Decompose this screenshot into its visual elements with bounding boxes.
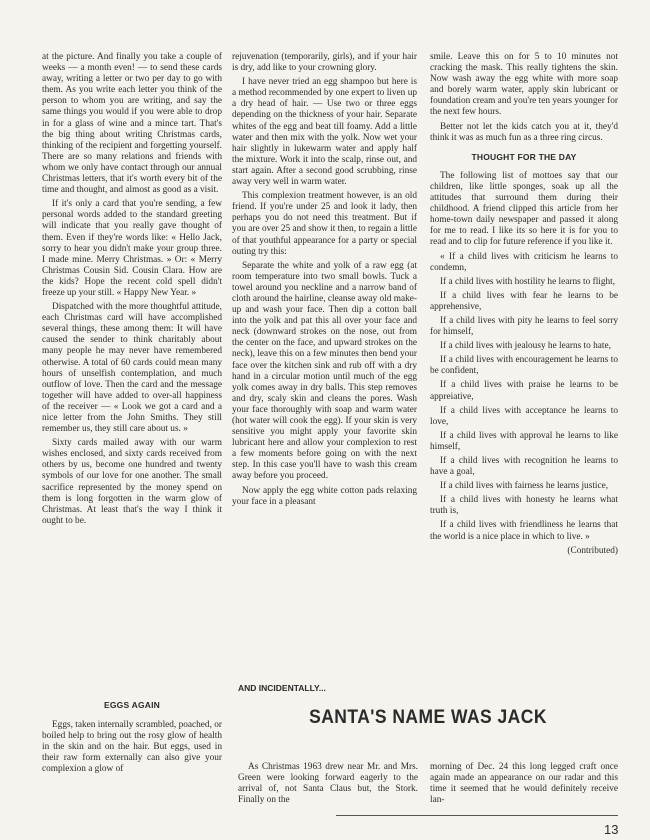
motto: If a child lives with friendliness he learns that the world is a nice place in which to live. » [430,520,618,542]
column-3 [430,52,618,557]
col2-paragraph: I have never tried an egg shampoo but here is a method recommended by one expert to liven up a dry head of hair. — Use two or three eggs depending on the thickness of your hair. Separate whites of the egg and beat till foamy. Add a little water and then mix with the yolk. Now wet your hair slightly in lukewarm water and apply half the mixture. Work it into the scalp, rinse out, and start again. After a second good scrubbing, rinse away very well in warm water. [232,77,417,188]
motto: « If a child lives with criticism he learns to condemn, [430,251,618,273]
col1-paragraph: at the picture. And finally you take a couple of weeks — a month even! — to send these cards away, writing a letter or two per day to go with them. As you write each letter you think of the person to whom you are writing, and say the same things you would if you were able to drop in for a glass of wine and a mince tart. That's the big thing about writing Christmas cards, thinking of the recipient and forgetting yourself. There are so many relations and friends with whom we only have contact through our annual Christmas letters, that it's worth every bit of the time and thought, and almost as good as a visit. [42,52,222,196]
eggs-again-heading: EGGS AGAIN [104,700,160,710]
col1-paragraph: Sixty cards mailed away with our warm wishes enclosed, and sixty cards received from others by us, become one hundred and twenty symbols of our love for one another. The small sacrifice represented by the money spend on them is long forgotten in the warm glow of Christmas. At least that's the way I think it ought to be. [42,438,222,526]
motto: If a child lives with pity he learns to feel sorry for himself, [430,315,618,338]
motto: If a child lives with approval he learns to like himself, [430,430,618,452]
santa-column-left [238,762,418,806]
col2-paragraph: rejuvenation (temporarily, girls), and if your hair is dry, add like to your crowning glory. [232,52,417,74]
thought-intro: The following list of mottoes say that our children, like little sponges, soak up all the attitudes that surround them during their childhood. A friend clipped this article from her home-town daily newspaper and passed it along for me to read. I like its so here it is for you to read and to clip for future reference if you like it. [430,170,618,248]
and-incidentally-kicker: AND INCIDENTALLY... [238,683,326,693]
col3-paragraph: Better not let the kids catch you at it, they'd think it was as much fun as a three ring circus. [430,121,618,143]
thought-for-the-day-heading: THOUGHT FOR THE DAY [471,151,577,162]
col2-paragraph: This complexion treatment however, is an old friend. If you're under 25 and look it lady, then perhaps you do not need this treatment. But if you are over 25 and show it then, to regain a little of that youthful appearance for a party or special outing try this: [232,191,417,257]
motto: If a child lives with fairness he learns justice, [440,481,609,492]
santa-column-right [430,762,618,806]
column-2 [232,52,417,511]
santa-headline: SANTA'S NAME WAS JACK [309,707,547,728]
motto: If a child lives with praise he learns to be appreiative, [430,380,618,402]
col1-paragraph: Dispatched with the more thoughtful attitude, each Christmas card will have accomplished several things, these among them: It will have caused the sender to think charitably about many people he may never have remembered otherwise. A total of 60 cards could mean many hours of unselfish contemplation, and much outflow of love. Then the card and the message together will have added to over-all happiness of the receiver — « Look we got a card and a nice letter from the John Smiths. They still remember us, they still care about us. » [42,302,222,435]
motto: If a child lives with hostility he learns to flight, [440,276,616,287]
col1-paragraph: If it's only a card that you're sending, a few personal words added to the standard greeting will indicate that you really gave thought of them. Even if they're words like: « Hello Jack, sorry to hear you didn't make your group three. I made mine. Merry Christmas. » Or: « Merry Christmas Cousin Sid. Cousin Clara. How are the kids? Hope the recent cold spell didn't freeze up your still. « Happy New Year. » [42,199,222,298]
motto: If a child lives with jealousy he learns to hate, [440,341,611,352]
motto: If a child lives with encouragement he learns to be confident, [430,355,618,377]
column-1 [42,52,222,530]
santa-left-paragraph: As Christmas 1963 drew near Mr. and Mrs. Green were looking forward eagerly to the arrival of, not Santa Claus but, the Stork. Finally on the [238,762,418,806]
motto: If a child lives with honesty he learns what truth is, [430,495,618,517]
col3-paragraph: smile. Leave this on for 5 to 10 minutes not cracking the mask. This really tightens the skin. Now wash away the egg white with more soap and borely warm water, apply skin lubricant or foundation cream and you're ten years younger for the next few hours. [430,52,618,118]
page-number: 13 [604,822,619,837]
eggs-again-paragraph: Eggs, taken internally scrambled, poached, or boiled help to bring out the rosy glow of health in the skin and on the hair. But eggs, used in their raw form externally can also give your complexion a glow of [42,720,222,775]
col2-paragraph: Now apply the egg white cotton pads relaxing your face in a pleasant [232,485,417,507]
motto: If a child lives with recognition he learns to have a goal, [430,456,618,478]
footer-rule [336,815,618,816]
motto: If a child lives with fear he learns to be apprehensive, [430,290,618,312]
motto: If a child lives with acceptance he learns to love, [430,405,618,427]
contributed-credit: (Contributed) [567,545,618,556]
santa-right-paragraph: morning of Dec. 24 this long legged craft once again made an appearance on our radar and this time it seemed that he would definitely receive lan- [430,762,618,806]
col2-paragraph: Separate the white and yolk of a raw egg (at room temperature into two small bowls. Tuck a towel around you neckline and a narrow band of cloth around the hairline, cleanse away old make-up and wash your face. Then dip a cotton ball into the yolk and pat this all over your face and neck (downward strokes on the nose, out from the center on the face, and upward strokes on the neck), leave this on a few minutes then bend your face over the kitchen sink and rub off with a dry hand in a circular motion until much of the egg yolk comes away in dry balls. This step removes and dry, scaly skin and cleans the pores. Wash your face thoroughly with soap and warm water (hot water will cook the egg). If your skin is very sensitive you might apply your favorite skin lubricant here and allow your complexion to rest a few moments before going on with the next step. In this case you'll have to wash this cream away before you proceed. [232,260,417,482]
eggs-again-section [42,700,222,775]
